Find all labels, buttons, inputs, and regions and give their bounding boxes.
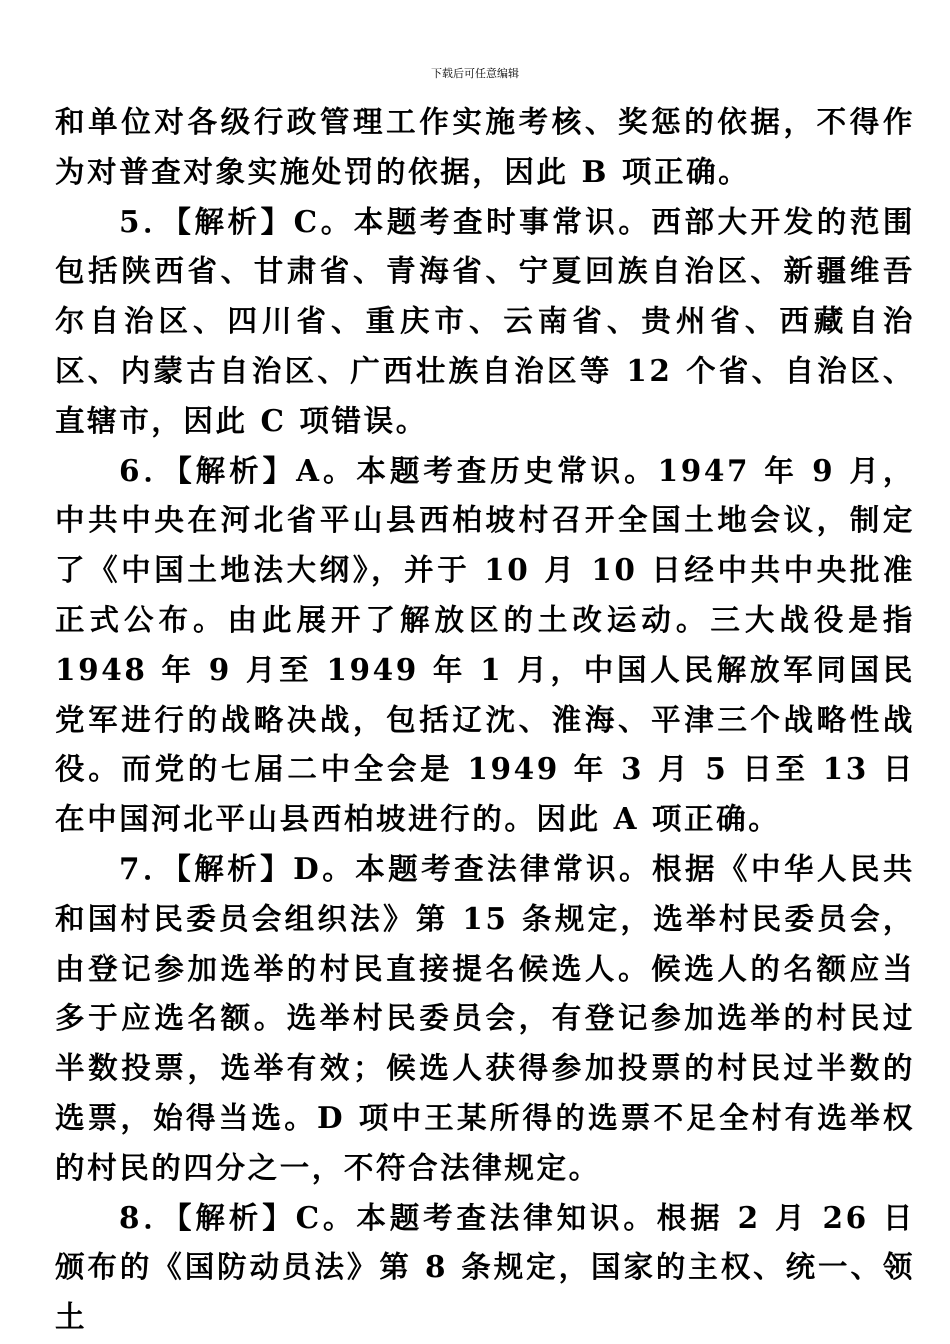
paragraph-answer-6: 6．【解析】A。本题考查历史常识。1947 年 9 月，中共中央在河北省平山县西柏坡村召开全国土地会议，制定了《中国土地法大纲》，并于 10 月 10 日经中共中央批准正式公布。由此展开了解放区的土改运动。三大战役是指 1948 年 9 月至 1949 年 1 月，中国人民解放军同国民党军进行的战略决战，包括辽沈、淮海、平津三个战略性战役。而党的七届二中全会是 1949 年 3 月 5 日至 13 日在中国河北平山县西柏坡进行的。因此 A 项正确。 [55, 452, 915, 837]
paragraph-answer-7: 7．【解析】D。本题考查法律常识。根据《中华人民共和国村民委员会组织法》第 15 条规定，选举村民委员会，由登记参加选举的村民直接提名候选人。候选人的名额应当多于应选名额。选举村民委员会，有登记参加选举的村民过半数投票，选举有效；候选人获得参加投票的村民过半数的选票，始得当选。D 项中王某所得的选票不足全村有选举权的村民的四分之一，不符合法律规定。 [55, 850, 915, 1185]
paragraph-continuation: 和单位对各级行政管理工作实施考核、奖惩的依据，不得作为对普查对象实施处罚的依据，因此 B 项正确。 [55, 104, 915, 189]
page-header: 下载后可任意编辑 [431, 67, 519, 80]
document-body [55, 97, 915, 1342]
paragraph-answer-8: 8．【解析】C。本题考查法律知识。根据 2 月 26 日颁布的《国防动员法》第 8 条规定，国家的主权、统一、领土 [55, 1199, 915, 1335]
paragraph-answer-5: 5．【解析】C。本题考查时事常识。西部大开发的范围包括陕西省、甘肃省、青海省、宁夏回族自治区、新疆维吾尔自治区、四川省、重庆市、云南省、贵州省、西藏自治区、内蒙古自治区、广西壮族自治区等 12 个省、自治区、直辖市，因此 C 项错误。 [55, 203, 915, 438]
